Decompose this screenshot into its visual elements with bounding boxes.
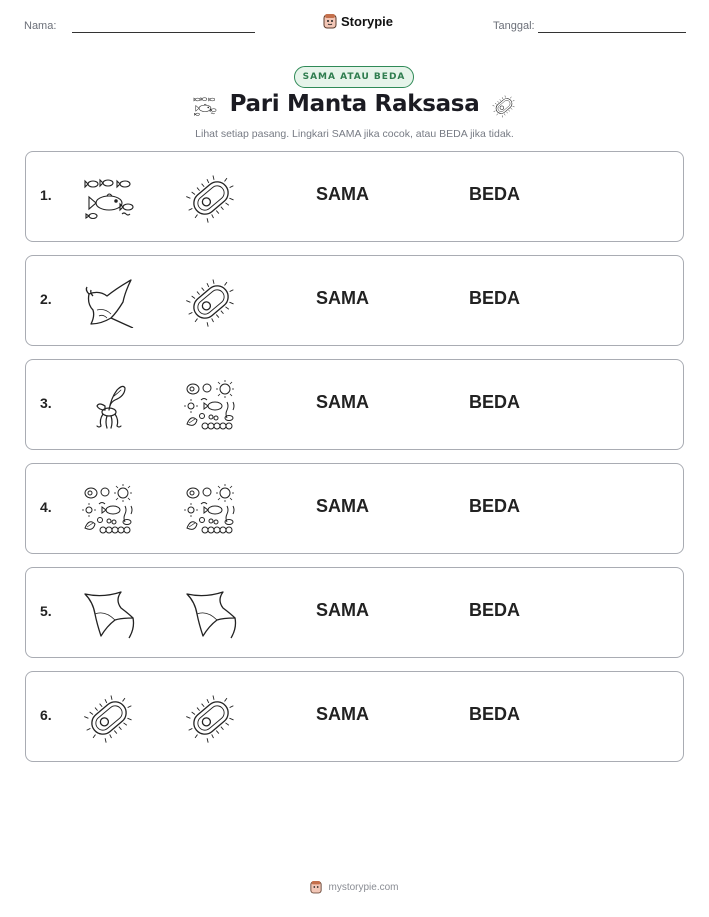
bacterium-icon — [183, 172, 239, 224]
option-same[interactable]: SAMA — [316, 600, 369, 620]
brand-name: Storypie — [341, 13, 394, 29]
option-different[interactable]: BEDA — [469, 392, 521, 412]
manta-ray-icon — [81, 276, 137, 328]
option-different[interactable]: BEDA — [469, 600, 521, 620]
bacterium-icon — [81, 692, 137, 744]
row-number: 2. — [40, 291, 52, 307]
manta-ray-outline-icon — [183, 588, 239, 640]
row-number: 1. — [40, 187, 52, 203]
manta-ray-outline-icon — [81, 588, 137, 640]
worksheet-type-badge: SAMA ATAU BEDA — [294, 66, 414, 88]
option-same[interactable]: SAMA — [316, 288, 369, 308]
option-different[interactable]: BEDA — [469, 704, 521, 724]
row-number: 4. — [40, 499, 52, 515]
plankton-collection-icon — [81, 484, 137, 536]
row-number: 3. — [40, 395, 52, 411]
date-line[interactable] — [538, 32, 686, 33]
storypie-mascot-icon — [310, 880, 322, 894]
plankton-collection-icon — [183, 380, 239, 432]
bacterium-icon — [183, 276, 239, 328]
name-line[interactable] — [72, 32, 255, 33]
question-row-6 — [25, 671, 684, 762]
date-label: Tanggal: — [493, 20, 535, 32]
option-same[interactable]: SAMA — [316, 184, 369, 204]
bacterium-icon — [183, 692, 239, 744]
name-label: Nama: — [24, 20, 57, 32]
question-row-2 — [25, 255, 684, 346]
plankton-collection-icon — [183, 484, 239, 536]
option-same[interactable]: SAMA — [316, 496, 369, 516]
row-number: 5. — [40, 603, 52, 619]
question-row-5 — [25, 567, 684, 658]
option-different[interactable]: BEDA — [469, 496, 521, 516]
question-row-4 — [25, 463, 684, 554]
fish-school-icon — [81, 172, 137, 224]
seaweed-icon — [81, 380, 137, 432]
option-different[interactable]: BEDA — [469, 288, 521, 308]
storypie-mascot-icon — [323, 13, 337, 29]
option-different[interactable]: BEDA — [469, 184, 521, 204]
option-same[interactable]: SAMA — [316, 704, 369, 724]
question-row-3 — [25, 359, 684, 450]
page-title: Pari Manta Raksasa — [229, 91, 480, 117]
row-number: 6. — [40, 707, 52, 723]
instructions: Lihat setiap pasang. Lingkari SAMA jika cocok, atau BEDA jika tidak. — [195, 128, 514, 140]
brand-logo — [323, 13, 393, 29]
footer — [0, 880, 709, 894]
footer-url[interactable]: mystorypie.com — [328, 881, 399, 893]
bacterium-icon — [491, 93, 517, 119]
question-row-1 — [25, 151, 684, 242]
option-same[interactable]: SAMA — [316, 392, 369, 412]
